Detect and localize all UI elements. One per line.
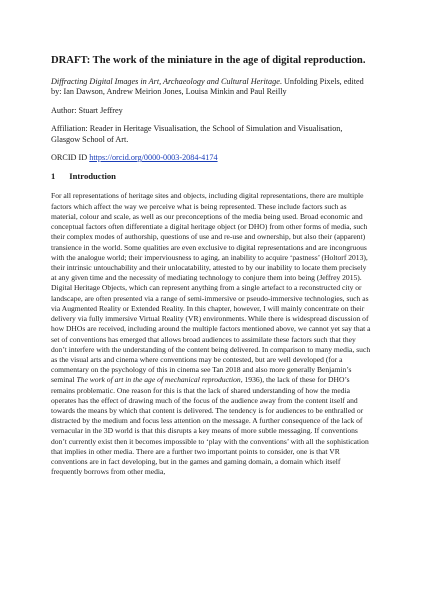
citation-details: . Unfolding Pixels, edited by: Ian Dawson, Andrew Meirion Jones, Louisa Minkin and Paul Reilly bbox=[51, 77, 364, 97]
book-title: Diffracting Digital Images in Art, Archaeology and Cultural Heritage bbox=[51, 77, 280, 86]
cited-work-title: The work of art in the age of mechanical reproduction bbox=[76, 375, 241, 385]
affiliation: Affiliation: Reader in Heritage Visualisation, the School of Simulation and Visualisation, Glasgow School of Art. bbox=[51, 124, 343, 144]
section-title: Introduction bbox=[69, 171, 116, 182]
section-heading bbox=[51, 171, 372, 182]
paragraph-part-a: For all representations of heritage sites and objects, including digital representations, there are multiple factors which affect the way we perceive what is being represented. These include factors such as material, colour and scale, as well as our preconceptions of the media being used. Broad economic and conceptual factors often differentiate a digital heritage object (or DHO) from other forms of media, such their complex modes of authorship, questions of use and re-use and ownership, but also their (apparent) transience in the world. Some qualities are even exclusive to digital representations and are incongruous with the analogue world; their imperviousness to aging, an inability to acquire ‘pastness’ (Holtorf 2013), their intrinsic untouchability and their unlocatability, attested to by our inability to locate them precisely at any given time and the necessity of mediating technology to conjure them into being (Jeffrey 2015). Digital Heritage Objects, which can represent anything from a single artefact to a reconstructed city or landscape, are often presented via a range of semi-immersive or pseudo-immersive technologies, such as via Augmented Reality or Extended Reality. In this chapter, however, I will mainly concentrate on their delivery via fully immersive Virtual Reality (VR) environments. While there is widespread discussion of how DHOs are received, including around the multiple factors mentioned above, we cannot yet say that a set of conventions has emerged that allows broad audiences to assimilate these factors such that they don’t interfere with the understanding of the content being delivered. In comparison to many media, such as the visual arts and cinema where conventions may be contested, but are well developed (for a commentary on the psychology of this in cinema see Tan 2018 and also more generally Benjamin’s seminal bbox=[51, 191, 371, 385]
body-paragraph bbox=[51, 191, 372, 477]
orcid-link[interactable]: https://orcid.org/0000-0003-2084-4174 bbox=[89, 153, 218, 163]
paragraph-part-b: , 1936), the lack of these for DHO’s remains problematic. One reason for this is that the lack of shared understanding of how the media operates has the effect of drawing much of the focus of the audience away from the content itself and towards the means by which that content is delivered. The tendency is for audiences to be enthralled or distracted by the medium and focus less attention on the message. A further consequence of the lack of vernacular in the 3D world is that this disrupts a key means of more subtle messaging. If conventions don’t currently exist then it becomes impossible to ‘play with the conventions’ with all the sophistication that implies in other media. There are a further two important points to consider, one is that VR conventions are in fact developing, but in the games and gaming domain, a domain which itself frequently borrows from other media, bbox=[51, 375, 369, 477]
section-number: 1 bbox=[51, 171, 56, 182]
author-line: Author: Stuart Jeffrey bbox=[51, 105, 123, 115]
citation bbox=[51, 77, 372, 98]
orcid-label: ORCID ID bbox=[51, 153, 90, 163]
paper-title: DRAFT: The work of the miniature in the age of digital reproduction. bbox=[51, 55, 366, 66]
orcid-line bbox=[51, 153, 372, 163]
